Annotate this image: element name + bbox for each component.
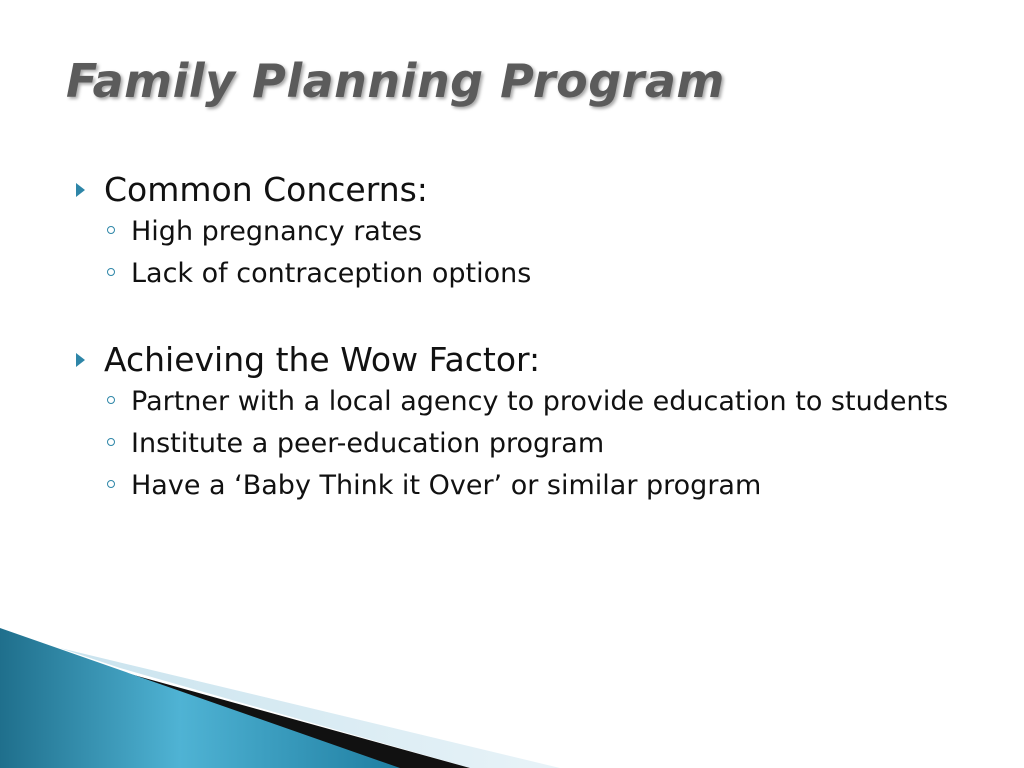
hollow-circle-icon: [107, 396, 115, 404]
hollow-circle-icon: [107, 268, 115, 276]
sub-bullet-item: [74, 424, 974, 464]
sub-bullet-text: Lack of contraception options: [131, 258, 532, 289]
slide-content: [74, 170, 974, 506]
sub-bullet-list: [74, 382, 974, 506]
sub-bullet-text: Have a ‘Baby Think it Over’ or similar program: [131, 470, 762, 501]
hollow-circle-icon: [107, 438, 115, 446]
sub-bullet-item: [74, 254, 974, 294]
triangle-right-icon: [76, 183, 85, 197]
sub-bullet-item: [74, 466, 974, 506]
footer-wave-decoration: [0, 628, 1024, 768]
sub-bullet-item: [74, 212, 974, 252]
sub-bullet-list: [74, 212, 974, 294]
triangle-right-icon: [76, 353, 85, 367]
sub-bullet-text: High pregnancy rates: [131, 216, 423, 247]
teal-wedge: [0, 628, 400, 768]
hollow-circle-icon: [107, 226, 115, 234]
bullet-level1: [74, 340, 974, 380]
sub-bullet-item: [74, 382, 974, 422]
sub-bullet-text: Partner with a local agency to provide education to students: [131, 386, 949, 417]
sub-bullet-text: Institute a peer-education program: [131, 428, 605, 459]
bullet-section-common-concerns: [74, 170, 974, 294]
bullet-section-wow-factor: [74, 340, 974, 506]
slide-title: Family Planning Program: [66, 54, 725, 108]
bullet-level1: [74, 170, 974, 210]
bullet-heading: Achieving the Wow Factor:: [104, 340, 541, 379]
hollow-circle-icon: [107, 480, 115, 488]
bullet-heading: Common Concerns:: [104, 170, 428, 209]
